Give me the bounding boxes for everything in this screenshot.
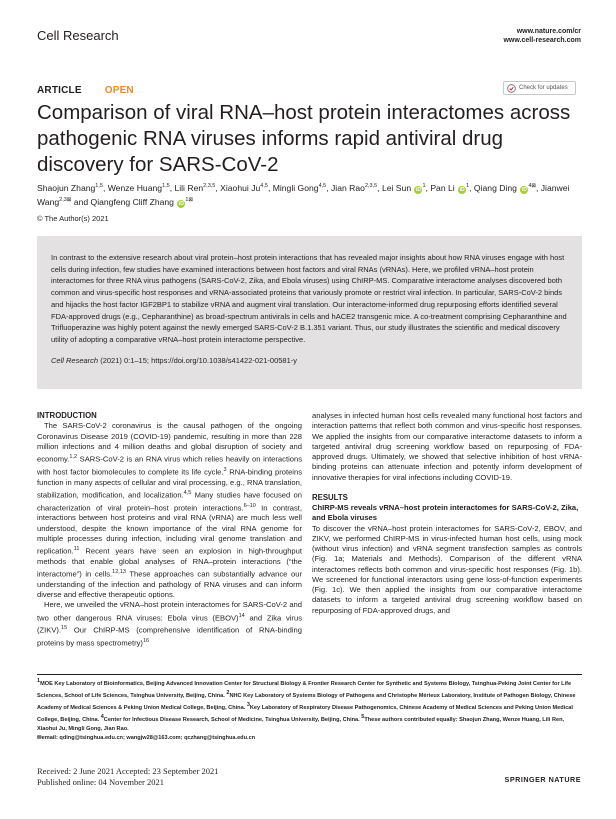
received-accepted-date: Received: 2 June 2021 Accepted: 23 September 2021: [37, 766, 219, 776]
abstract-text: In contrast to the extensive research about viral protein–host protein interactions that has revealed major insights about how RNA viruses engage with host cells during infection, few studies have examined interactions between host factors and viral RNAs (vRNAs). Here, we profiled vRNA–host protein interactomes for three RNA virus pathogens (SARS-CoV-2, Zika, and Ebola viruses) using ChIRP-MS. Comparative interactome analyses discovered both common and virus-specific host responses and vRNA-associated proteins that variously promote or restrict viral infection. In particular, SARS-CoV-2 binds and hijacks the host factor IGF2BP1 to stabilize vRNA and augment viral translation. Our interactome-informed drug repurposing efforts identified several FDA-approved drugs (e.g., Cepharanthine) as broad-spectrum antivirals in cells and hACE2 transgenic mice. A co-treatment comprising Cepharanthine and Trifluoperazine was highly potent against the newly emerged SARS-CoV-2 B.1.351 variant. Thus, our study illustrates the scientific and medical discovery utility of adopting a comparative vRNA–host protein interactome perspective.: [51, 253, 567, 344]
right-paragraph-1: analyses in infected human host cells revealed many functional host factors and interaction patterns that reflect both common and virus-specific host responses. We applied the insights from our comparative interactome datasets to inform a targeted antiviral drug screening workflow based on repurposing of FDA-approved drugs. Ultimately, we showed that selective inhibition of host vRNA-binding proteins can attenuate infection and potently inform development of innovative therapies for viral infections including COVID-19.: [312, 411, 582, 482]
left-column: [37, 411, 302, 649]
published-online-date: Published online: 04 November 2021: [37, 776, 165, 787]
spacer: [312, 483, 582, 493]
citation-doi[interactable]: (2021) 0:1–15; https://doi.org/10.1038/s41422-021-00581-y: [98, 355, 298, 365]
article-title: Comparison of viral RNA–host protein interactomes across pathogenic RNA viruses informs rapid antiviral drug discovery for SARS-CoV-2: [37, 101, 571, 176]
author-list: Shaojun Zhang$^{1,5}$, Wenze Huang$^{1,5}$, Lili Ren$^{2,3,5}$, Xiaohui Ju$^{4,5}$, Mingli Gong$^{4,5}$, Jian Rao$^{2,3,5}$, Lei Sun $iD^1$, Pan Li $iD^1$, Qiang Ding $iD^{4⊠}$, Jianwei Wang$^{2,3⊠}$ and Qiangfeng Cliff Zhang $iD^{1⊠}$: [37, 182, 570, 208]
journal-urls: [503, 27, 581, 45]
article-type-line: [37, 85, 134, 96]
right-column: [312, 411, 582, 616]
check-for-updates-button[interactable]: [503, 81, 576, 95]
introduction-heading: INTRODUCTION: [37, 411, 97, 420]
intro-paragraph-2: Here, we unveiled the vRNA–host protein interactomes for SARS-CoV-2 and two other dangerous RNA viruses: Ebola virus (EBOV)$^{14}$ and Zika virus (ZIKV).$^{15}$ Our ChIRP-MS (comprehensive identification of RNA-binding proteins by mass spectrometry)$^{16}$: [37, 600, 302, 648]
journal-name: Cell Research: [37, 28, 119, 43]
affiliations-footnote: $^1$MOE Key Laboratory of Bioinformatics, Beijing Advanced Innovation Center for Structural Biology & Frontier Research Center for Synthetic and Systems Biology, Tsinghua-Peking Joint Center for Life Sciences, School of Life Sciences, Tsinghua University, Beijing, China. $^2$NHC Key Laboratory of Systems Biology of Pathogens and Christophe Mérieux Laboratory, Institute of Pathogen Biology, Chinese Academy of Medical Sciences & Peking Union Medical College, Beijing, China. $^3$Key Laboratory of Respiratory Disease Pathogenomics, Chinese Academy of Medical Sciences and Peking Union Medical College, Beijing, China. $^4$Center for Infectious Disease Research, School of Medicine, Tsinghua University, Beijing, China. $^5$These authors contributed equally: Shaojun Zhang, Wenze Huang, Lili Ren, Xiaohui Ju, Mingli Gong, Jian Rao. ✉email: qding@tsinghua.edu.cn; wangjw28@163.com; qczhang@tsinghua.edu.cn: [37, 678, 576, 742]
publisher-logo: SPRINGER NATURE: [504, 775, 581, 784]
check-updates-label: Check for updates: [519, 85, 568, 91]
results-paragraph-1: To discover the vRNA–host protein interactomes for SARS-CoV-2, EBOV, and ZIKV, we performed ChIRP-MS in virus-infected human host cells, using mock (without virus infection) and vRNA segment transfection samples as controls (Fig. 1a; Materials and Methods). Comparison of the different vRNA interactomes reflects both common and virus-specific host responses (Fig. 1b). We screened for functional interactors using gene loss-of-function experiments (Fig. 1c). We then applied the insights from our comparative interactome datasets to inform a targeted antiviral drug screening workflow based on repurposing of FDA-approved drugs, and: [312, 523, 582, 615]
abstract-box: [37, 236, 582, 389]
publication-dates: [37, 766, 219, 787]
article-type: ARTICLE: [37, 85, 82, 96]
results-heading: RESULTS: [312, 492, 348, 502]
intro-paragraph-1: The SARS-CoV-2 coronavirus is the causal pathogen of the ongoing Coronavirus Disease 2019 (COVID-19) pandemic, resulting in more than 228 million infections and 4 million deaths and global disruption of society and economy.$^{1,2}$ SARS-CoV-2 is an RNA virus which relies heavily on interactions with host factor biomolecules to complete its life cycle.$^3$ RNA-binding proteins function in many aspects of cellular and viral processing, e.g., RNA translation, stabilization, modification, and localization.$^{4,5}$ Many studies have focused on characterization of viral protein–host protein interactions.$^{6-10}$ In contrast, interactions between host proteins and viral RNA (vRNA) are much less well understood, despite the known importance of the viral RNA genome for multiple processes during infection, including viral genome translation and replication.$^{11}$ Recent years have seen an explosion in high-throughput methods that enable global analyses of RNA–protein interactions (“the interactome”) in cells.$^{12,13}$ These approaches can substantially advance our understanding of the infection and pathology of RNA viruses and can inform diverse and effective therapeutic options.: [37, 421, 302, 600]
footnote-divider: [37, 674, 582, 675]
journal-url-nature[interactable]: www.nature.com/cr: [516, 28, 581, 35]
citation-journal: Cell Research: [51, 355, 99, 365]
journal-url-cellresearch[interactable]: www.cell-research.com: [503, 37, 581, 44]
open-access-badge: OPEN: [104, 85, 134, 96]
citation-line: [51, 356, 568, 365]
results-subheading: ChIRP-MS reveals vRNA–host protein interactomes for SARS-CoV-2, Zika, and Ebola viruses: [312, 503, 579, 523]
check-updates-icon: [507, 84, 516, 93]
copyright-notice: © The Author(s) 2021: [37, 214, 109, 223]
